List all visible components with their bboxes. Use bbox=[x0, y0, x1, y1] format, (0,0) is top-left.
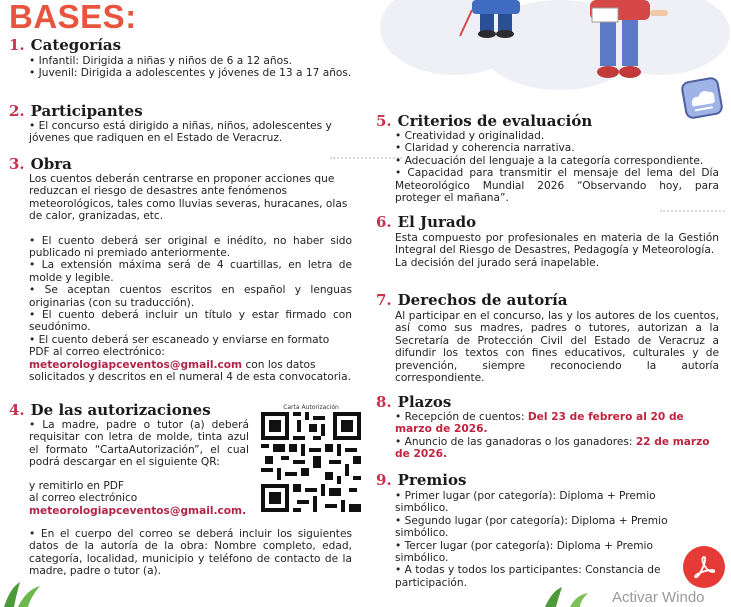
list-item: • Primer lugar (por categoría): Diploma + Premio simbólico. bbox=[395, 490, 656, 515]
list-item: • Se aceptan cuentos escritos en español y lenguas originarias (con su traducción). bbox=[29, 284, 352, 309]
windows-activation-watermark: Activar Windo bbox=[612, 589, 705, 606]
obra-email-after: con los datos solicitados y descritos en el numeral 4 de esta convocatoria. bbox=[29, 358, 351, 384]
list-item: • Infantil: Dirigida a niñas y niños de 6 a 12 años. bbox=[29, 55, 293, 67]
section-heading-obra bbox=[9, 156, 72, 173]
plazo-recepcion-label: • Recepción de cuentos: bbox=[395, 411, 528, 423]
list-item: • La madre, padre o tutor (a) deberá requisitar con letra de molde, tinta azul el formato “CartaAutorización”, el cual podrá descargar en el siguiente QR: bbox=[29, 419, 249, 469]
section-title: Criterios de evaluación bbox=[397, 112, 593, 130]
list-item: • Claridad y coherencia narrativa. bbox=[395, 142, 575, 155]
section-title: Derechos de autoría bbox=[397, 291, 568, 309]
autorizaciones-text-1 bbox=[29, 419, 249, 469]
jurado-description: Esta compuesto por profesionales en materia de la Gestión Integral del Riesgo de Desastres, Pedagogía y Meteorología. bbox=[395, 232, 719, 257]
section-heading-criterios bbox=[376, 113, 592, 130]
section-heading-jurado bbox=[376, 214, 476, 231]
derechos-text bbox=[395, 310, 719, 384]
section-number: 8. bbox=[376, 393, 392, 411]
section-number: 3. bbox=[9, 155, 25, 173]
section-number: 7. bbox=[376, 291, 392, 309]
criterios-text bbox=[395, 130, 719, 204]
participantes-text bbox=[29, 120, 339, 145]
autorizaciones-remit: y remitirlo en PDF bbox=[29, 480, 125, 492]
plant-decoration-left bbox=[0, 578, 60, 607]
plazo-recepcion bbox=[395, 411, 719, 436]
obra-email-line bbox=[29, 359, 352, 384]
section-heading-derechos bbox=[376, 292, 568, 309]
jurado-text bbox=[395, 232, 719, 269]
weather-app-icon bbox=[680, 76, 724, 120]
list-item: • En el cuerpo del correo se deberá incluir los siguientes datos de la autoría de la obra: Nombre completo, edad, categoría, localidad, municipio y teléfono de contacto de la madre, padre o tutor (a). bbox=[29, 528, 352, 578]
plazo-anuncio bbox=[395, 436, 719, 461]
section-heading-autorizaciones bbox=[9, 402, 211, 419]
section-title: Participantes bbox=[30, 102, 143, 120]
qr-label: Carta Autorización bbox=[283, 404, 339, 411]
autorizaciones-text-3 bbox=[29, 528, 352, 578]
list-item: • A todas y todos los participantes: Constancia de participación. bbox=[395, 564, 661, 589]
list-item: • El cuento deberá ser escaneado y enviarse en formato PDF al correo electrónico: bbox=[29, 333, 330, 359]
list-item: • El cuento deberá ser original e inédito, no haber sido publicado ni premiado anteriormente. bbox=[29, 234, 352, 260]
plant-decoration-right bbox=[540, 583, 660, 607]
section-heading-plazos bbox=[376, 394, 451, 411]
list-item: • Tercer lugar (por categoría): Diploma + Premio simbólico. bbox=[395, 539, 653, 565]
acrobat-glyph bbox=[691, 554, 717, 580]
dotted-divider bbox=[330, 157, 402, 159]
section-title: El Jurado bbox=[397, 213, 477, 231]
page-title: BASES: bbox=[9, 0, 137, 35]
qr-code[interactable] bbox=[261, 412, 361, 512]
list-item: • El concurso está dirigido a niñas, niños, adolescentes y jóvenes que radiquen en el Estado de Veracruz. bbox=[29, 120, 332, 145]
list-item: • Capacidad para transmitir el mensaje del lema del Día Meteorológico Mundial 2026 “Observando hoy, para proteger el mañana”. bbox=[395, 167, 719, 205]
section-number: 5. bbox=[376, 112, 392, 130]
children-reading-illustration bbox=[450, 0, 680, 92]
list-item: • La extensión máxima será de 4 cuartillas, en letra de molde y legible. bbox=[29, 259, 352, 284]
section-heading-categorias bbox=[9, 37, 121, 54]
section-number: 4. bbox=[9, 401, 25, 419]
plazo-anuncio-label: • Anuncio de las ganadoras o los ganadores: bbox=[395, 435, 636, 448]
categorias-text bbox=[29, 55, 352, 80]
obra-intro: Los cuentos deberán centrarse en proponer acciones que reduzcan el riesgo de desastres ante fenómenos meteorológicos, tales como lluvias severas, huracanes, olas de calor, granizadas, etc. bbox=[29, 173, 348, 223]
email-link[interactable]: meteorologiapceventos@gmail.com. bbox=[29, 504, 247, 517]
section-title: Categorías bbox=[30, 36, 122, 54]
section-number: 1. bbox=[9, 36, 25, 54]
autorizaciones-correo: al correo electrónico bbox=[29, 492, 138, 505]
pdf-icon[interactable] bbox=[683, 546, 725, 588]
section-heading-participantes bbox=[9, 103, 143, 120]
derechos-description: Al participar en el concurso, las y los autores de los cuentos, así como sus madres, padres o tutores, autorizan a la Secretaría de Protección Civil del Estado de Veracruz a difundir los textos con fines educativos, culturales y de prevención, siempre reconociendo la autoría correspondiente. bbox=[395, 310, 719, 385]
cloud-illustration bbox=[380, 0, 731, 92]
section-title: Premios bbox=[397, 471, 467, 489]
dotted-divider bbox=[660, 210, 725, 212]
list-item: • Adecuación del lenguaje a la categoría correspondiente. bbox=[395, 154, 704, 167]
plazos-text bbox=[395, 411, 719, 461]
autorizaciones-text-2 bbox=[29, 480, 259, 517]
obra-text bbox=[29, 173, 352, 384]
section-title: De las autorizaciones bbox=[30, 401, 211, 419]
list-item: • Segundo lugar (por categoría): Diploma + Premio simbólico. bbox=[395, 514, 668, 540]
premios-text bbox=[395, 490, 679, 589]
section-number: 2. bbox=[9, 102, 25, 120]
jurado-decision: La decisión del jurado será inapelable. bbox=[395, 256, 600, 269]
section-title: Obra bbox=[30, 155, 72, 173]
section-title: Plazos bbox=[397, 393, 452, 411]
list-item: • Creatividad y originalidad. bbox=[395, 130, 545, 142]
plazo-recepcion-dates: Del 23 de febrero al 20 de marzo de 2026. bbox=[395, 411, 684, 436]
list-item: • Juvenil: Dirigida a adolescentes y jóvenes de 13 a 17 años. bbox=[29, 67, 352, 80]
plazo-anuncio-dates: 22 de marzo de 2026. bbox=[395, 435, 710, 461]
section-number: 6. bbox=[376, 213, 392, 231]
email-link[interactable]: meteorologiapceventos@gmail.com bbox=[29, 358, 243, 371]
list-item: • El cuento deberá incluir un título y estar firmado con seudónimo. bbox=[29, 309, 352, 334]
section-number: 9. bbox=[376, 471, 392, 489]
section-heading-premios bbox=[376, 472, 466, 489]
